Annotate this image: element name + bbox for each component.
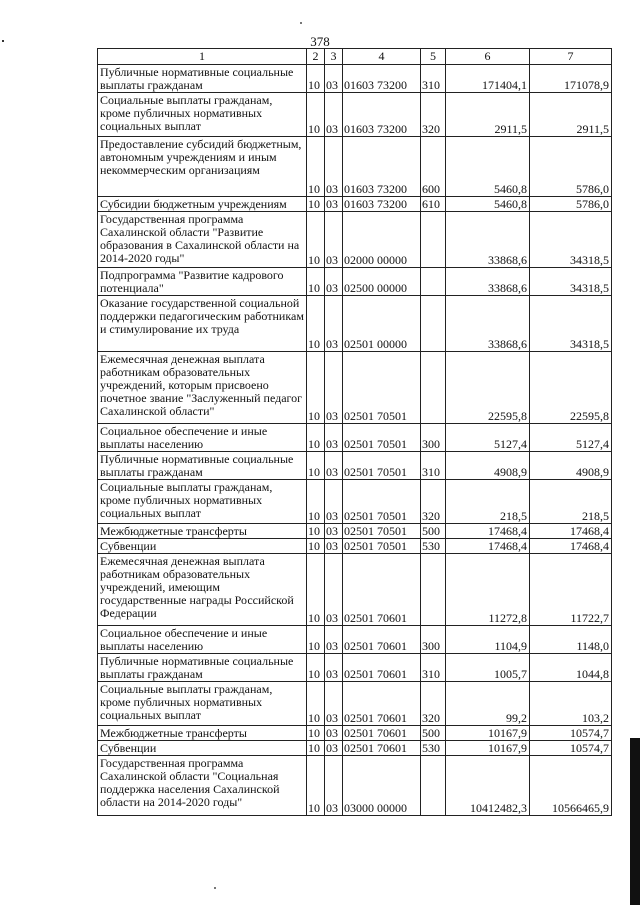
row-name-cell: Государственная программа Сахалинской области "Социальная поддержка населения Сахалинской области на 2014-2020 годы" <box>98 756 307 816</box>
table-row <box>98 93 612 137</box>
table-row <box>98 452 612 480</box>
code-cell: 03 <box>325 480 343 524</box>
row-name-cell: Межбюджетные трансферты <box>98 524 307 539</box>
amount-cell: 5127,4 <box>530 424 612 452</box>
table-row <box>98 524 612 539</box>
code-cell: 03 <box>325 654 343 682</box>
code-cell: 10 <box>307 212 325 268</box>
amount-cell: 218,5 <box>446 480 530 524</box>
amount-cell: 10412482,3 <box>446 756 530 816</box>
code-cell: 530 <box>421 539 446 554</box>
budget-table <box>97 48 612 816</box>
code-cell: 02000 00000 <box>343 212 421 268</box>
code-cell: 02500 00000 <box>343 268 421 296</box>
amount-cell: 5786,0 <box>530 197 612 212</box>
amount-cell: 22595,8 <box>530 352 612 424</box>
code-cell: 320 <box>421 93 446 137</box>
amount-cell: 1148,0 <box>530 626 612 654</box>
amount-cell: 33868,6 <box>446 296 530 352</box>
amount-cell: 34318,5 <box>530 296 612 352</box>
amount-cell: 218,5 <box>530 480 612 524</box>
code-cell: 03000 00000 <box>343 756 421 816</box>
code-cell: 02501 70601 <box>343 741 421 756</box>
amount-cell: 103,2 <box>530 682 612 726</box>
row-name-cell: Предоставление субсидий бюджетным, автономным учреждениям и иным некоммерческим организациям <box>98 137 307 197</box>
code-cell: 10 <box>307 741 325 756</box>
table-row <box>98 212 612 268</box>
code-cell: 03 <box>325 212 343 268</box>
header-cell: 1 <box>98 49 307 65</box>
code-cell: 02501 70601 <box>343 554 421 626</box>
code-cell: 02501 70501 <box>343 539 421 554</box>
table-row <box>98 197 612 212</box>
header-cell: 7 <box>530 49 612 65</box>
code-cell: 03 <box>325 741 343 756</box>
code-cell: 03 <box>325 352 343 424</box>
code-cell: 310 <box>421 654 446 682</box>
code-cell: 10 <box>307 452 325 480</box>
table-row <box>98 741 612 756</box>
amount-cell: 1044,8 <box>530 654 612 682</box>
amount-cell: 11272,8 <box>446 554 530 626</box>
table-row <box>98 65 612 93</box>
row-name-cell: Субвенции <box>98 539 307 554</box>
code-cell: 310 <box>421 452 446 480</box>
row-name-cell: Публичные нормативные социальные выплаты гражданам <box>98 654 307 682</box>
code-cell: 03 <box>325 268 343 296</box>
code-cell: 10 <box>307 268 325 296</box>
code-cell: 610 <box>421 197 446 212</box>
amount-cell: 17468,4 <box>530 539 612 554</box>
code-cell: 10 <box>307 682 325 726</box>
code-cell: 500 <box>421 726 446 741</box>
code-cell: 320 <box>421 682 446 726</box>
code-cell: 03 <box>325 524 343 539</box>
row-name-cell: Социальные выплаты гражданам, кроме публичных нормативных социальных выплат <box>98 93 307 137</box>
code-cell: 03 <box>325 137 343 197</box>
row-name-cell: Социальное обеспечение и иные выплаты населению <box>98 626 307 654</box>
amount-cell: 17468,4 <box>446 524 530 539</box>
table-row <box>98 756 612 816</box>
row-name-cell: Субвенции <box>98 741 307 756</box>
code-cell: 03 <box>325 682 343 726</box>
amount-cell: 1104,9 <box>446 626 530 654</box>
page-number: 378 <box>310 34 330 49</box>
table-row <box>98 296 612 352</box>
code-cell: 10 <box>307 296 325 352</box>
code-cell: 02501 70601 <box>343 626 421 654</box>
code-cell <box>421 212 446 268</box>
code-cell: 01603 73200 <box>343 197 421 212</box>
code-cell: 10 <box>307 424 325 452</box>
code-cell: 03 <box>325 197 343 212</box>
code-cell: 03 <box>325 93 343 137</box>
code-cell: 03 <box>325 554 343 626</box>
code-cell <box>421 352 446 424</box>
code-cell: 600 <box>421 137 446 197</box>
table-row <box>98 424 612 452</box>
amount-cell: 1005,7 <box>446 654 530 682</box>
code-cell: 10 <box>307 554 325 626</box>
code-cell: 03 <box>325 539 343 554</box>
code-cell: 03 <box>325 452 343 480</box>
code-cell: 01603 73200 <box>343 65 421 93</box>
code-cell: 10 <box>307 626 325 654</box>
table-row <box>98 352 612 424</box>
header-cell: 6 <box>446 49 530 65</box>
row-name-cell: Публичные нормативные социальные выплаты гражданам <box>98 452 307 480</box>
code-cell: 10 <box>307 65 325 93</box>
code-cell: 03 <box>325 65 343 93</box>
code-cell: 02501 70601 <box>343 682 421 726</box>
code-cell: 10 <box>307 726 325 741</box>
code-cell: 10 <box>307 654 325 682</box>
row-name-cell: Социальное обеспечение и иные выплаты населению <box>98 424 307 452</box>
row-name-cell: Социальные выплаты гражданам, кроме публичных нормативных социальных выплат <box>98 480 307 524</box>
code-cell: 530 <box>421 741 446 756</box>
amount-cell: 171404,1 <box>446 65 530 93</box>
table-row <box>98 682 612 726</box>
amount-cell: 5460,8 <box>446 137 530 197</box>
amount-cell: 33868,6 <box>446 268 530 296</box>
amount-cell: 17468,4 <box>530 524 612 539</box>
amount-cell: 4908,9 <box>530 452 612 480</box>
amount-cell: 33868,6 <box>446 212 530 268</box>
table-row <box>98 268 612 296</box>
amount-cell: 99,2 <box>446 682 530 726</box>
header-row <box>98 49 612 65</box>
amount-cell: 5127,4 <box>446 424 530 452</box>
row-name-cell: Межбюджетные трансферты <box>98 726 307 741</box>
amount-cell: 17468,4 <box>446 539 530 554</box>
row-name-cell: Ежемесячная денежная выплата работникам образовательных учреждений, имеющим государственные награды Российской Федерации <box>98 554 307 626</box>
code-cell: 02501 70501 <box>343 524 421 539</box>
amount-cell: 10167,9 <box>446 726 530 741</box>
row-name-cell: Государственная программа Сахалинской области "Развитие образования в Сахалинской области на 2014-2020 годы" <box>98 212 307 268</box>
code-cell: 03 <box>325 626 343 654</box>
row-name-cell: Оказание государственной социальной поддержки педагогическим работникам и стимулирование их труда <box>98 296 307 352</box>
code-cell: 02501 70501 <box>343 424 421 452</box>
code-cell: 320 <box>421 480 446 524</box>
table-row <box>98 654 612 682</box>
header-cell: 5 <box>421 49 446 65</box>
code-cell <box>421 268 446 296</box>
header-cell: 2 <box>307 49 325 65</box>
header-cell: 3 <box>325 49 343 65</box>
scan-speck <box>300 22 302 24</box>
code-cell: 10 <box>307 352 325 424</box>
code-cell: 10 <box>307 756 325 816</box>
scan-edge-bar <box>630 738 640 905</box>
amount-cell: 171078,9 <box>530 65 612 93</box>
table-row <box>98 726 612 741</box>
code-cell <box>421 756 446 816</box>
code-cell: 10 <box>307 539 325 554</box>
code-cell: 10 <box>307 137 325 197</box>
code-cell: 02501 00000 <box>343 296 421 352</box>
code-cell: 310 <box>421 65 446 93</box>
amount-cell: 11722,7 <box>530 554 612 626</box>
amount-cell: 2911,5 <box>530 93 612 137</box>
code-cell: 01603 73200 <box>343 137 421 197</box>
code-cell: 02501 70601 <box>343 726 421 741</box>
code-cell: 01603 73200 <box>343 93 421 137</box>
table-row <box>98 480 612 524</box>
code-cell: 02501 70601 <box>343 654 421 682</box>
table-row <box>98 539 612 554</box>
code-cell: 10 <box>307 197 325 212</box>
row-name-cell: Подпрограмма "Развитие кадрового потенциала" <box>98 268 307 296</box>
table-row <box>98 554 612 626</box>
row-name-cell: Публичные нормативные социальные выплаты гражданам <box>98 65 307 93</box>
code-cell: 300 <box>421 626 446 654</box>
amount-cell: 2911,5 <box>446 93 530 137</box>
code-cell <box>421 554 446 626</box>
row-name-cell: Ежемесячная денежная выплата работникам образовательных учреждений, которым присвоено почетное звание "Заслуженный педагог Сахалинской области" <box>98 352 307 424</box>
scan-speck <box>214 887 216 889</box>
amount-cell: 34318,5 <box>530 268 612 296</box>
code-cell: 02501 70501 <box>343 452 421 480</box>
code-cell: 02501 70501 <box>343 480 421 524</box>
table-row <box>98 626 612 654</box>
amount-cell: 5460,8 <box>446 197 530 212</box>
code-cell: 10 <box>307 93 325 137</box>
amount-cell: 10566465,9 <box>530 756 612 816</box>
amount-cell: 10574,7 <box>530 741 612 756</box>
code-cell: 03 <box>325 726 343 741</box>
code-cell: 03 <box>325 296 343 352</box>
amount-cell: 22595,8 <box>446 352 530 424</box>
code-cell: 02501 70501 <box>343 352 421 424</box>
row-name-cell: Социальные выплаты гражданам, кроме публичных нормативных социальных выплат <box>98 682 307 726</box>
amount-cell: 5786,0 <box>530 137 612 197</box>
code-cell <box>421 296 446 352</box>
row-name-cell: Субсидии бюджетным учреждениям <box>98 197 307 212</box>
code-cell: 300 <box>421 424 446 452</box>
code-cell: 10 <box>307 524 325 539</box>
table-row <box>98 137 612 197</box>
amount-cell: 34318,5 <box>530 212 612 268</box>
code-cell: 03 <box>325 756 343 816</box>
code-cell: 03 <box>325 424 343 452</box>
amount-cell: 10167,9 <box>446 741 530 756</box>
header-cell: 4 <box>343 49 421 65</box>
amount-cell: 4908,9 <box>446 452 530 480</box>
code-cell: 10 <box>307 480 325 524</box>
code-cell: 500 <box>421 524 446 539</box>
amount-cell: 10574,7 <box>530 726 612 741</box>
